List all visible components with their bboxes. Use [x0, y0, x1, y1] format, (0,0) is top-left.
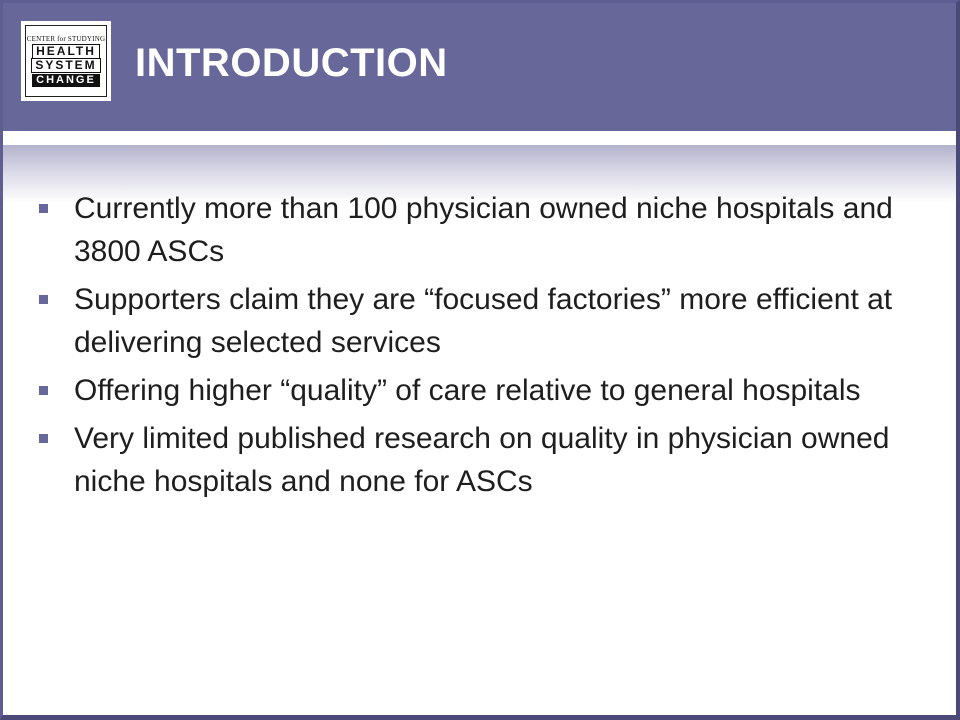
logo: [21, 21, 111, 101]
bullet-text: Very limited published research on quality in physician owned niche hospitals and none for ASCs: [74, 422, 890, 498]
logo-word-system: SYSTEM: [31, 58, 100, 73]
bullet-item: [39, 369, 919, 412]
bullet-item: [39, 417, 919, 503]
bullet-text: Supporters claim they are “focused factories” more efficient at delivering selected services: [74, 283, 893, 359]
square-bullet-icon: [39, 434, 48, 443]
bullet-list: [39, 187, 919, 508]
square-bullet-icon: [39, 204, 48, 213]
bullet-text: Offering higher “quality” of care relative to general hospitals: [74, 374, 861, 407]
slide-title: INTRODUCTION: [135, 41, 448, 85]
logo-word-change: CHANGE: [32, 74, 100, 87]
bullet-text: Currently more than 100 physician owned niche hospitals and 3800 ASCs: [74, 192, 893, 268]
square-bullet-icon: [39, 295, 48, 304]
bullet-item: [39, 187, 919, 273]
logo-top-text: CENTER for STUDYING: [26, 35, 106, 43]
title-bar: [3, 3, 956, 131]
square-bullet-icon: [39, 386, 48, 395]
logo-word-health: HEALTH: [32, 44, 100, 59]
header-divider: [3, 131, 956, 145]
bullet-item: [39, 278, 919, 364]
logo-mark: [25, 25, 107, 97]
